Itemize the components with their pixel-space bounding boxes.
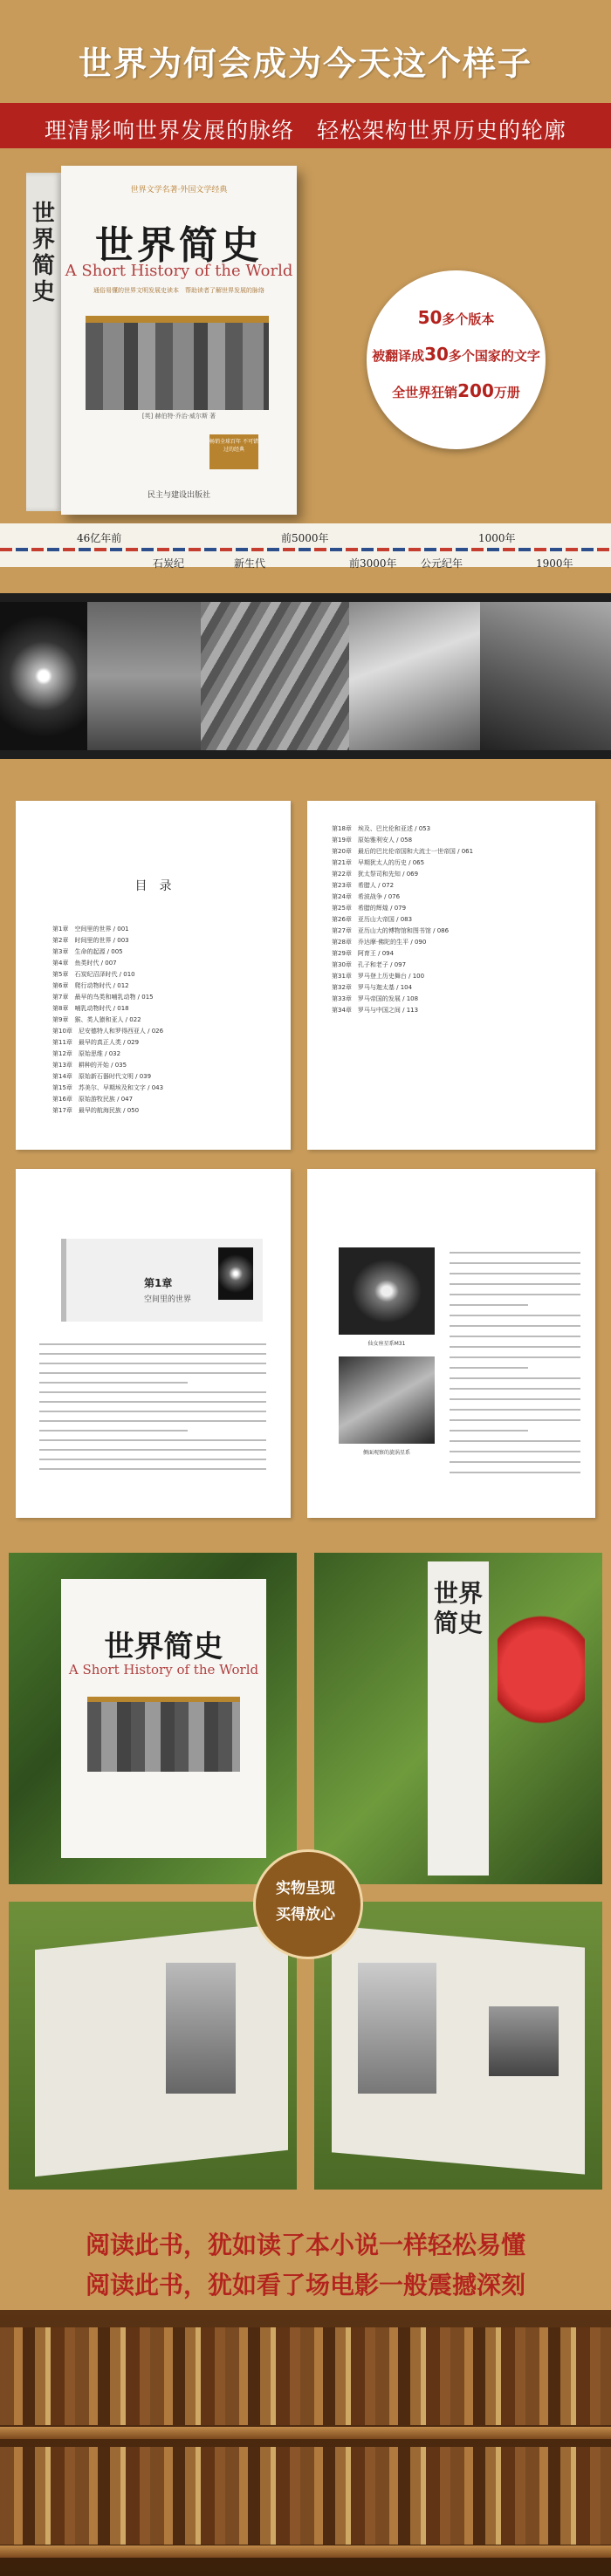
badge-line-1: 实物呈现 [276,1880,335,1897]
text-line [39,1459,266,1460]
text-line [450,1461,580,1463]
galaxy-photo-2 [339,1356,435,1444]
toc-item: 第23章 希腊人 / 072 [332,882,395,889]
text-line [450,1304,528,1306]
book-series: 世界文学名著·外国文学经典 [130,186,228,195]
forest-image [201,602,349,750]
toc-item: 第3章 生命的起源 / 005 [52,948,123,955]
book-author: [英] 赫伯特·乔治·威尔斯 著 [141,413,216,420]
badge-line-2: 买得放心 [276,1906,335,1923]
timeline-line [0,548,611,551]
timeline-label: 46亿年前 [77,532,122,544]
text-line [39,1401,266,1403]
toc-item: 第19章 原始雅利安人 / 058 [332,837,413,844]
red-plush-toy [498,1614,585,1753]
toc-item: 第32章 罗马与迦太基 / 104 [332,984,413,991]
text-line [39,1411,266,1412]
timeline-label: 石炭纪 [153,557,185,570]
toc-item: 第14章 原始新石器时代文明 / 039 [52,1073,152,1080]
toc-item: 第2章 时间里的世界 / 003 [52,937,129,944]
text-line [450,1388,580,1390]
text-line [39,1382,188,1384]
timeline-label: 公元纪年 [421,557,463,570]
book-english-title: A Short History of the World [65,262,293,280]
toc-item: 第18章 埃及、巴比伦和亚述 / 053 [332,825,431,832]
text-line [450,1409,580,1411]
toc-item: 第10章 尼安德特人和罗得西亚人 / 026 [52,1028,164,1035]
text-line [39,1353,266,1355]
toc-item: 第21章 早期犹太人的历史 / 065 [332,859,425,866]
text-line [450,1336,580,1337]
timeline-label: 1000年 [478,532,516,544]
timeline-label: 前5000年 [281,532,329,544]
toc-item: 第33章 罗马帝国的发展 / 108 [332,995,419,1002]
timeline-label: 新生代 [234,557,266,570]
circle-line-1: 50多个版本 [417,307,495,328]
text-line [39,1343,266,1345]
toc-item: 第17章 最早的航海民族 / 050 [52,1107,140,1114]
text-line [450,1377,580,1379]
book-tagline: 通俗易懂的世界文明发展史读本 帮助读者了解世界发展的脉络 [93,287,264,294]
text-line [450,1398,580,1400]
text-line [450,1346,580,1348]
toc-item: 第29章 阿育王 / 094 [332,950,395,957]
bookshelf-row [0,2447,611,2545]
toc-item: 第26章 亚历山大帝国 / 083 [332,916,413,923]
toc-item: 第4章 鱼类时代 / 007 [52,960,117,967]
toc-item: 第25章 希腊的辉煌 / 079 [332,905,407,912]
toc-item: 第16章 原始游牧民族 / 047 [52,1096,134,1103]
toc-item: 第7章 最早的鸟类和哺乳动物 / 015 [52,994,154,1001]
galaxy-photo-1 [339,1247,435,1335]
page-subtitle: 理清影响世界发展的脉络 轻松架构世界历史的轮廓 [44,118,566,143]
book-badge-text: 畅销全球百年 不可错过的经典 [209,439,258,453]
photo-spine-title: 世界简史 [433,1579,483,1637]
text-line [450,1440,580,1442]
galaxy-image [0,602,87,750]
shelf-board [0,2427,611,2439]
text-line [450,1315,580,1316]
book-title: 世界简史 [95,223,263,268]
text-line [450,1367,528,1369]
chapter-number: 第1章 [144,1277,173,1289]
temple-illustration [489,2006,559,2076]
toc-item: 第12章 原始思维 / 032 [52,1050,121,1057]
text-line [39,1439,266,1441]
toc-item: 第9章 猴、类人猿和亚人 / 022 [52,1016,141,1023]
toc-item: 第27章 亚历山大的博物馆和图书馆 / 086 [332,927,450,934]
circle-line-3: 全世界狂销200万册 [392,380,520,401]
bust-illustration [358,1963,436,2094]
timeline-label: 前3000年 [349,557,397,570]
photo-book-illustration [87,1697,240,1772]
book-cover-illustration [86,316,269,410]
text-line [450,1262,580,1264]
text-line [39,1449,266,1451]
timeline-label: 1900年 [536,557,573,570]
text-line [39,1363,266,1364]
text-line [450,1294,580,1295]
text-line [39,1372,266,1374]
toc-item: 第34章 罗马与中国之间 / 113 [332,1007,419,1014]
page-title: 世界为何会成为今天这个样子 [78,44,532,83]
chapter-galaxy-photo [218,1247,253,1300]
circle-line-2: 被翻译成30多个国家的文字 [372,344,540,365]
text-line [450,1252,580,1254]
toc-item: 第5章 石炭纪沼泽时代 / 010 [52,971,135,978]
landscape-image [87,602,201,750]
toc-item: 第6章 爬行动物时代 / 012 [52,982,129,989]
text-line [39,1391,266,1393]
galaxy-caption-2: 侧面观察的旋涡星系 [362,1450,410,1456]
text-line [450,1356,580,1358]
toc-item: 第13章 耕种的开始 / 035 [52,1062,127,1069]
photo-book-title: 世界简史 [104,1630,223,1664]
toc-item: 第22章 犹太祭司和先知 / 069 [332,871,419,878]
text-line [39,1420,266,1422]
toc-item: 第15章 苏美尔、早期埃及和文字 / 043 [52,1084,164,1091]
chapter-name: 空间里的世界 [144,1295,192,1304]
toc-item: 第8章 哺乳动物时代 / 018 [52,1005,129,1012]
text-line [450,1451,580,1452]
bookshelf-row [0,2327,611,2425]
toc-item: 第24章 希波战争 / 076 [332,893,401,900]
ancient-scene-image [349,602,480,750]
toc-item: 第28章 乔达摩·佛陀的生平 / 090 [332,939,427,946]
toc-item: 第31章 罗马登上历史舞台 / 100 [332,973,425,980]
text-line [450,1430,528,1431]
slogan-2: 阅读此书，犹如看了场电影一般震撼深刻 [85,2271,525,2299]
text-line [450,1325,580,1327]
photo-open-page-1 [35,1923,288,2176]
toc-item: 第1章 空间里的世界 / 001 [52,926,129,933]
toc-item: 第20章 最后的巴比伦帝国和大流士一世帝国 / 061 [332,848,474,855]
battle-scene-image [480,602,611,750]
book-spine-title: 世界简史 [31,201,55,305]
text-line [39,1430,188,1431]
text-line [450,1472,580,1473]
toc-item: 第30章 孔子和老子 / 097 [332,961,407,968]
statue-illustration [166,1963,236,2094]
toc-item: 第11章 最早的真正人类 / 029 [52,1039,140,1046]
text-line [450,1283,580,1285]
shelf-board [0,2545,611,2558]
photo-book-english-title: A Short History of the World [68,1662,259,1677]
slogan-1: 阅读此书，犹如读了本小说一样轻松易懂 [85,2231,525,2259]
galaxy-caption-1: 仙女座星系M31 [367,1341,406,1347]
text-line [450,1273,580,1274]
book-publisher: 民主与建设出版社 [147,491,210,500]
text-line [450,1419,580,1421]
text-line [39,1468,266,1470]
toc-title: 目 录 [134,879,172,893]
